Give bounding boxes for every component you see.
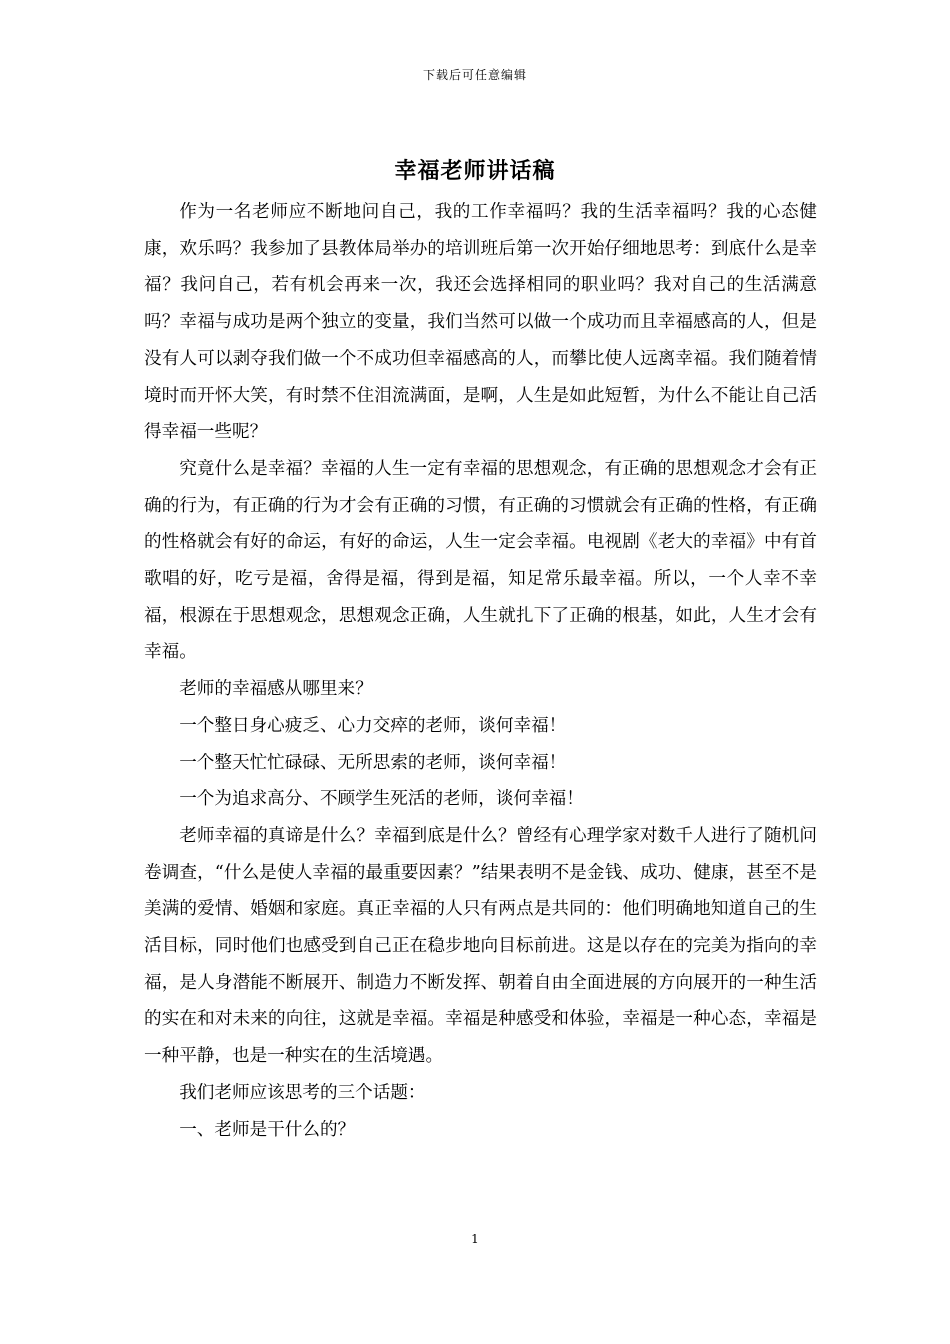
paragraph: 我们老师应该思考的三个话题： <box>179 1082 426 1103</box>
document-body <box>144 194 817 1148</box>
paragraph: 作为一名老师应不断地问自己，我的工作幸福吗？我的生活幸福吗？我的心态健康，欢乐吗？我参加了县教体局举办的培训班后第一次开始仔细地思考：到底什么是幸福？我问自己，若有机会再来一次，我还会选择相同的职业吗？我对自己的生活满意吗？幸福与成功是两个独立的变量，我们当然可以做一个成功而且幸福感高的人，但是没有人可以剥夺我们做一个不成功但幸福感高的人，而攀比使人远离幸福。我们随着情境时而开怀大笑，有时禁不住泪流满面，是啊，人生是如此短暂，为什么不能让自己活得幸福一些呢？ <box>144 202 817 443</box>
page-number: 1 <box>471 1232 479 1246</box>
paragraph: 究竟什么是幸福？幸福的人生一定有幸福的思想观念，有正确的思想观念才会有正确的行为，有正确的行为才会有正确的习惯，有正确的习惯就会有正确的性格，有正确的性格就会有好的命运，有好的命运，人生一定会幸福。电视剧《老大的幸福》中有首歌唱的好，吃亏是福，舍得是福，得到是福，知足常乐最幸福。所以，一个人幸不幸福，根源在于思想观念，思想观念正确，人生就扎下了正确的根基，如此，人生才会有幸福。 <box>144 458 817 663</box>
paragraph: 一个整天忙忙碌碌、无所思索的老师，谈何幸福！ <box>179 752 567 773</box>
document-title: 幸福老师讲话稿 <box>394 158 556 184</box>
header-note: 下载后可任意编辑 <box>422 68 527 82</box>
paragraph: 一个为追求高分、不顾学生死活的老师，谈何幸福！ <box>179 789 584 810</box>
paragraph: 一、老师是干什么的？ <box>179 1119 356 1140</box>
paragraph: 一个整日身心疲乏、心力交瘁的老师，谈何幸福！ <box>179 715 567 736</box>
paragraph: 老师的幸福感从哪里来？ <box>179 679 373 700</box>
paragraph: 老师幸福的真谛是什么？幸福到底是什么？曾经有心理学家对数千人进行了随机问卷调查，“什么是使人幸福的最重要因素？”结果表明不是金钱、成功、健康，甚至不是美满的爱情、婚姻和家庭。真正幸福的人只有两点是共同的：他们明确地知道自己的生活目标，同时他们也感受到自己正在稳步地向目标前进。这是以存在的完美为指向的幸福，是人身潜能不断展开、制造力不断发挥、朝着自由全面进展的方向展开的一种生活的实在和对未来的向往，这就是幸福。幸福是种感受和体验，幸福是一种心态，幸福是一种平静，也是一种实在的生活境遇。 <box>144 825 817 1067</box>
